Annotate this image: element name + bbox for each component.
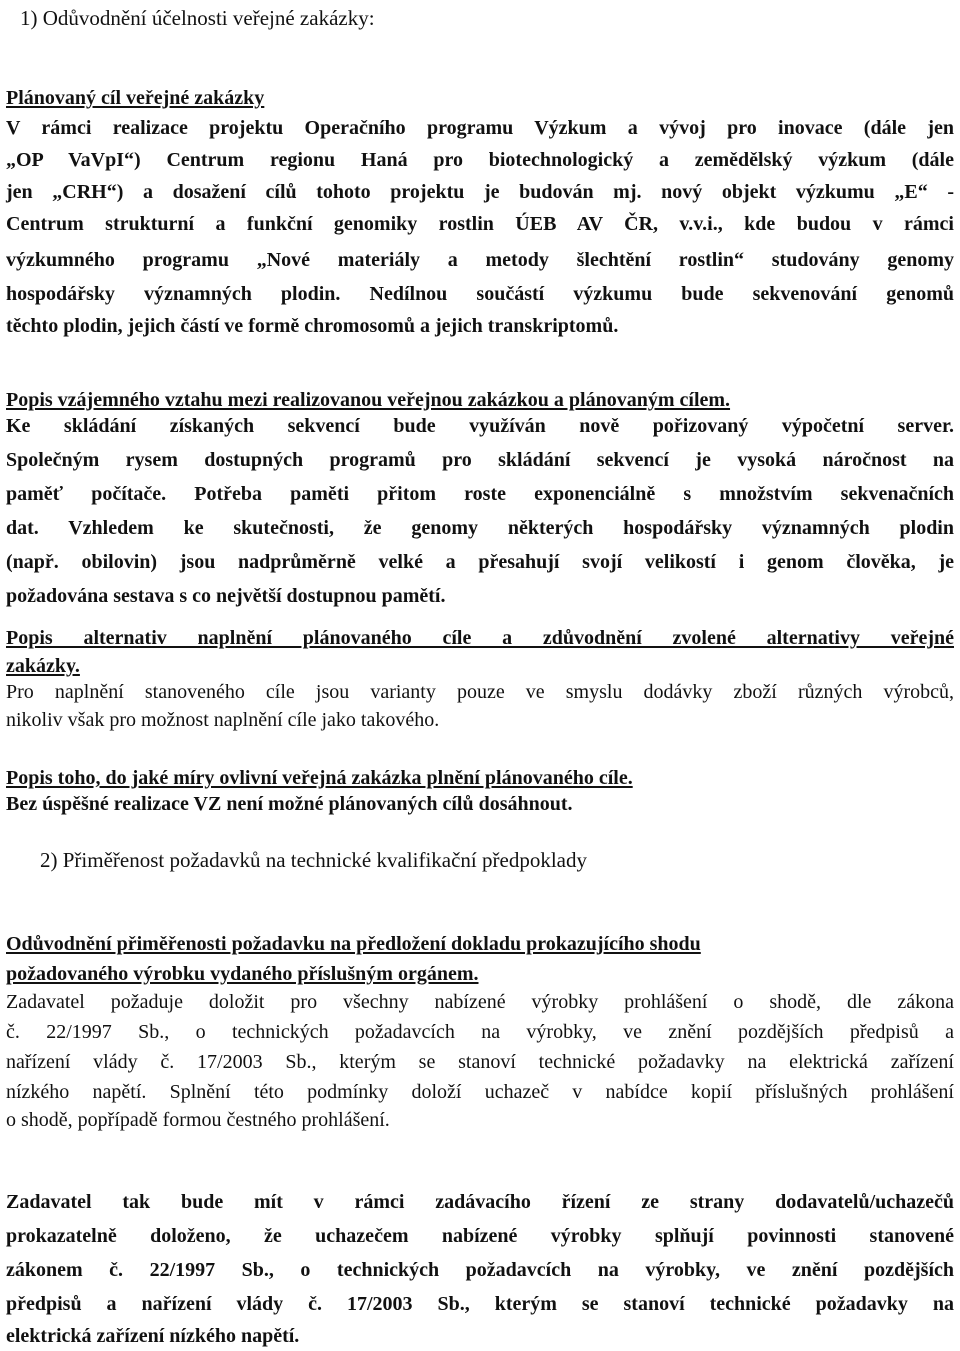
paragraph-line: zákonem č. 22/1997 Sb., o technických požadavcích na výrobky, ve znění pozdějších xyxy=(6,1259,954,1281)
paragraph-line: Zadavatel požaduje doložit pro všechny nabízené výrobky prohlášení o shodě, dle zákona xyxy=(6,991,954,1013)
paragraph-line: paměť počítače. Potřeba paměti přitom roste exponenciálně s množstvím sekvenačních xyxy=(6,483,954,505)
paragraph-line: Ke skládání získaných sekvencí bude využíván nově pořizovaný výpočetní server. xyxy=(6,415,954,437)
paragraph-line: V rámci realizace projektu Operačního programu Výzkum a vývoj pro inovace (dále jen xyxy=(6,117,954,139)
planned-goal-title: Plánovaný cíl veřejné zakázky xyxy=(6,87,265,109)
paragraph-line: těchto plodin, jejich částí ve formě chromosomů a jejich transkriptomů. xyxy=(6,315,619,337)
paragraph-line: Bez úspěšné realizace VZ není možné plánovaných cílů dosáhnout. xyxy=(6,793,573,815)
alternatives-title-cont: zakázky. xyxy=(6,655,80,677)
paragraph-line: nízkého napětí. Splnění této podmínky doloží uchazeč v nabídce kopií příslušných prohlášení xyxy=(6,1081,954,1103)
paragraph-line: hospodářsky významných plodin. Nedílnou součástí výzkumu bude sekvenování genomů xyxy=(6,283,954,305)
paragraph-line: Společným rysem dostupných programů pro skládání sekvencí je vysoká náročnost na xyxy=(6,449,954,471)
paragraph-line: prokazatelně doloženo, že uchazečem nabízené výrobky splňují povinnosti stanovené xyxy=(6,1225,954,1247)
paragraph-line: Pro naplnění stanoveného cíle jsou varianty pouze ve smyslu dodávky zboží různých výrobců, xyxy=(6,681,954,703)
paragraph-line: nikoliv však pro možnost naplnění cíle jako takového. xyxy=(6,709,440,731)
paragraph-line: Zadavatel tak bude mít v rámci zadávacího řízení ze strany dodavatelů/uchazečů xyxy=(6,1191,954,1213)
alternatives-title: Popis alternativ naplnění plánovaného cíle a zdůvodnění zvolené alternativy veřejné xyxy=(6,627,954,649)
adequacy-title: Odůvodnění přiměřenosti požadavku na předložení dokladu prokazujícího shodu xyxy=(6,933,701,955)
paragraph-line: jen „CRH“) a dosažení cílů tohoto projektu je budován mj. nový objekt výzkumu „E“ - xyxy=(6,181,954,203)
paragraph-line: dat. Vzhledem ke skutečnosti, že genomy některých hospodářsky významných plodin xyxy=(6,517,954,539)
influence-title: Popis toho, do jaké míry ovlivní veřejná zakázka plnění plánovaného cíle. xyxy=(6,767,633,789)
paragraph-line: elektrická zařízení nízkého napětí. xyxy=(6,1325,300,1347)
paragraph-line: č. 22/1997 Sb., o technických požadavcích na výrobky, ve znění pozdějších předpisů a xyxy=(6,1021,954,1043)
relationship-title: Popis vzájemného vztahu mezi realizovanou veřejnou zakázkou a plánovaným cílem. xyxy=(6,389,731,411)
paragraph-line: nařízení vlády č. 17/2003 Sb., kterým se stanoví technické požadavky na elektrická zařízení xyxy=(6,1051,954,1073)
paragraph-line: předpisů a nařízení vlády č. 17/2003 Sb., kterým se stanoví technické požadavky na xyxy=(6,1293,954,1315)
section-1-heading: 1) Odůvodnění účelnosti veřejné zakázky: xyxy=(20,6,375,30)
paragraph-line: výzkumného programu „Nové materiály a metody šlechtění rostlin“ studovány genomy xyxy=(6,249,954,271)
paragraph-line: Centrum strukturní a funkční genomiky rostlin ÚEB AV ČR, v.v.i., kde budou v rámci xyxy=(6,213,954,235)
adequacy-title-cont: požadovaného výrobku vydaného příslušným orgánem. xyxy=(6,963,479,985)
paragraph-line: požadována sestava s co největší dostupnou pamětí. xyxy=(6,585,446,607)
paragraph-line: „OP VaVpI“) Centrum regionu Haná pro biotechnologický a zemědělský výzkum (dále xyxy=(6,149,954,171)
section-2-heading: 2) Přiměřenost požadavků na technické kvalifikační předpoklady xyxy=(40,848,587,872)
paragraph-line: o shodě, popřípadě formou čestného prohlášení. xyxy=(6,1109,390,1131)
paragraph-line: (např. obilovin) jsou nadprůměrně velké a přesahují svojí velikostí i genom člověka, je xyxy=(6,551,954,573)
